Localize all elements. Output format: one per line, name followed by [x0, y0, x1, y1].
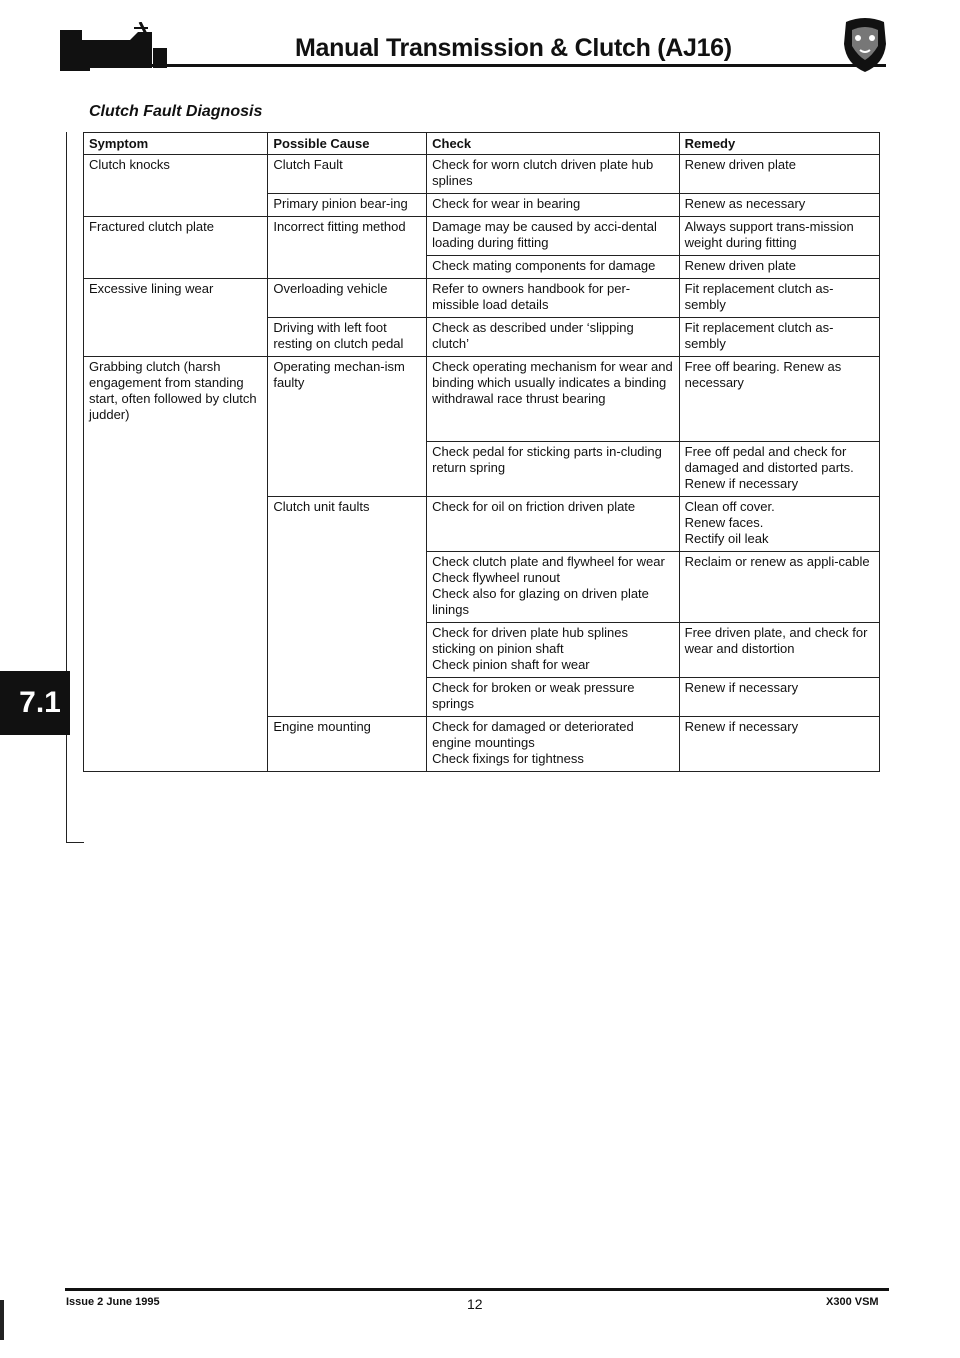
- symptom-cell: Clutch knocks: [84, 155, 268, 217]
- remedy-line: Renew if necessary: [684, 476, 799, 491]
- cause-cell: Clutch Fault: [268, 155, 427, 194]
- header-check: Check: [427, 133, 680, 155]
- check-cell: Refer to owners handbook for per-missible load details: [427, 279, 680, 318]
- check-cell: Check for worn clutch driven plate hub splines: [427, 155, 680, 194]
- section-tab-label: 7.1: [19, 686, 61, 719]
- header-symptom: Symptom: [84, 133, 268, 155]
- check-cell: Check mating components for damage: [427, 256, 680, 279]
- remedy-cell: Renew as necessary: [679, 194, 879, 217]
- remedy-cell: Fit replacement clutch as-sembly: [679, 318, 879, 357]
- document-code: X300 VSM: [826, 1296, 879, 1308]
- cause-cell: Clutch unit faults: [268, 497, 427, 717]
- check-cell: [427, 623, 680, 678]
- table-row: [84, 357, 880, 442]
- remedy-cell: Reclaim or renew as appli-cable: [679, 552, 879, 623]
- check-line: Check clutch plate and flywheel for wear: [432, 554, 665, 569]
- cause-cell: Incorrect fitting method: [268, 217, 427, 279]
- check-cell: Damage may be caused by acci-dental loading during fitting: [427, 217, 680, 256]
- remedy-cell: Renew driven plate: [679, 256, 879, 279]
- table-row: [84, 155, 880, 194]
- check-cell: Check pedal for sticking parts in-cluding return spring: [427, 442, 680, 497]
- fault-diagnosis-table: [83, 132, 880, 772]
- check-line: Check flywheel runout: [432, 570, 561, 585]
- check-cell: Check as described under ‘slipping clutch’: [427, 318, 680, 357]
- section-tab: [0, 671, 70, 735]
- remedy-cell: [679, 497, 879, 552]
- remedy-cell: Always support trans-mission weight during fitting: [679, 217, 879, 256]
- cause-cell: Engine mounting: [268, 717, 427, 772]
- symptom-cell: Fractured clutch plate: [84, 217, 268, 279]
- check-cell: [427, 552, 680, 623]
- binding-edge: [0, 1300, 4, 1340]
- check-cell: [427, 717, 680, 772]
- remedy-cell: Renew if necessary: [679, 717, 879, 772]
- remedy-cell: Fit replacement clutch as-sembly: [679, 279, 879, 318]
- cause-cell: Primary pinion bear-ing: [268, 194, 427, 217]
- footer-rule: [65, 1288, 889, 1291]
- table-outer-frame: [66, 132, 84, 843]
- check-line: Check also for glazing on driven plate linings: [432, 586, 649, 617]
- header-possible-cause: Possible Cause: [268, 133, 427, 155]
- issue-date: Issue 2 June 1995: [66, 1296, 160, 1308]
- check-cell: Check for wear in bearing: [427, 194, 680, 217]
- header-remedy: Remedy: [679, 133, 879, 155]
- check-line: Check pinion shaft for wear: [432, 657, 590, 672]
- section-title: Clutch Fault Diagnosis: [89, 103, 263, 120]
- table-row: [84, 217, 880, 256]
- cause-cell: Overloading vehicle: [268, 279, 427, 318]
- cause-cell: Operating mechan-ism faulty: [268, 357, 427, 497]
- remedy-line: Renew faces.: [684, 515, 764, 530]
- header-rule: [82, 64, 886, 67]
- table-header-row: [84, 133, 880, 155]
- check-line: Check for damaged or deteriorated engine mountings: [432, 719, 634, 750]
- remedy-cell: Renew driven plate: [679, 155, 879, 194]
- check-cell: Check for broken or weak pressure springs: [427, 678, 680, 717]
- check-cell: Check operating mechanism for wear and binding which usually indicates a binding withdrawal race thrust bearing: [427, 357, 680, 442]
- header-rule-accent: [60, 68, 90, 71]
- check-cell: Check for oil on friction driven plate: [427, 497, 680, 552]
- remedy-cell: Renew if necessary: [679, 678, 879, 717]
- symptom-cell: Excessive lining wear: [84, 279, 268, 357]
- remedy-line: Free off pedal and check for damaged and distorted parts.: [684, 444, 854, 475]
- remedy-line: Rectify oil leak: [684, 531, 769, 546]
- cause-cell: Driving with left foot resting on clutch pedal: [268, 318, 427, 357]
- page-title: Manual Transmission & Clutch (AJ16): [295, 34, 732, 62]
- remedy-cell: [679, 442, 879, 497]
- remedy-cell: Free driven plate, and check for wear and distortion: [679, 623, 879, 678]
- remedy-cell: Free off bearing. Renew as necessary: [679, 357, 879, 442]
- transmission-logo-icon: [60, 22, 170, 68]
- remedy-line: Clean off cover.: [684, 499, 775, 514]
- table-row: [84, 279, 880, 318]
- symptom-cell: Grabbing clutch (harsh engagement from standing start, often followed by clutch judder): [84, 357, 268, 772]
- check-line: Check fixings for tightness: [432, 751, 584, 766]
- page-number: 12: [467, 1296, 483, 1312]
- check-line: Check for driven plate hub splines sticking on pinion shaft: [432, 625, 628, 656]
